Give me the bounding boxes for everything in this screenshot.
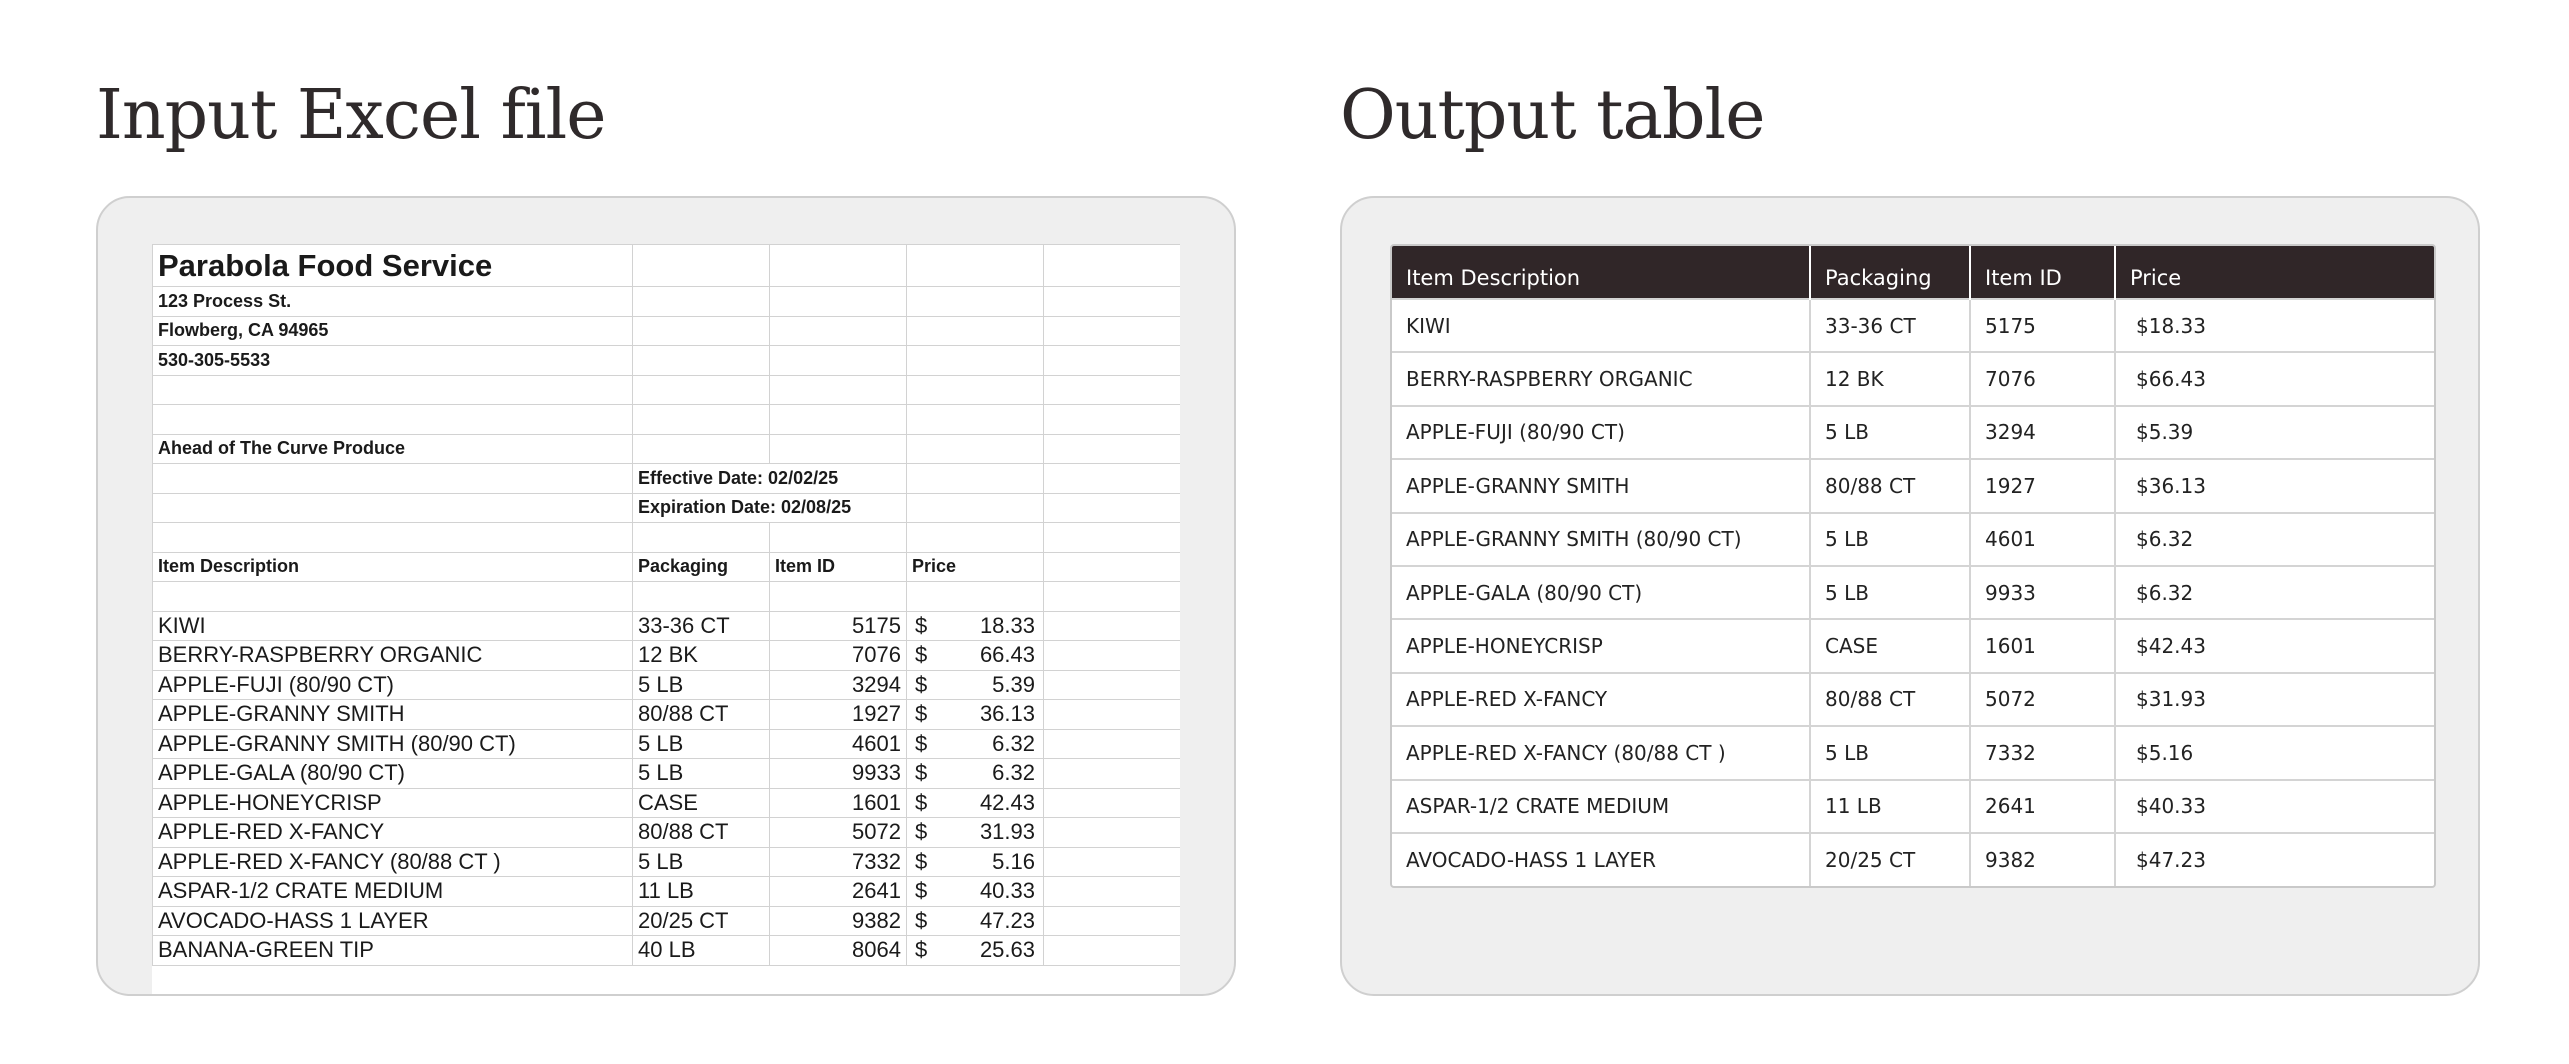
price-value: 66.43 — [979, 642, 1035, 668]
output-item-packaging[interactable]: 20/25 CT — [1810, 833, 1970, 886]
sheet-item-description[interactable]: ASPAR-1/2 CRATE MEDIUM — [153, 877, 633, 907]
price-value: 6.32 — [992, 730, 1035, 756]
output-item-packaging[interactable]: 12 BK — [1810, 352, 1970, 405]
sheet-cell[interactable] — [1044, 464, 1181, 494]
price-value: 5.16 — [992, 848, 1035, 874]
sheet-cell[interactable] — [1044, 375, 1181, 405]
sheet-item-packaging[interactable]: 40 LB — [633, 936, 770, 966]
sheet-item-price[interactable] — [907, 611, 1044, 641]
output-row — [1392, 352, 2434, 405]
currency-symbol: $ — [915, 848, 928, 874]
currency-symbol: $ — [915, 819, 928, 845]
sheet-cell[interactable] — [907, 523, 1044, 553]
price-value: 47.23 — [979, 907, 1035, 933]
sheet-item-id[interactable]: 5175 — [770, 611, 907, 641]
output-row — [1392, 566, 2434, 619]
sheet-item-description[interactable]: KIWI — [153, 611, 633, 641]
sheet-item-description[interactable]: APPLE-GRANNY SMITH — [153, 700, 633, 730]
sheet-cell[interactable] — [1044, 245, 1181, 287]
sheet-item-description[interactable]: APPLE-RED X-FANCY (80/88 CT ) — [153, 847, 633, 877]
company-name-cell[interactable]: Parabola Food Service — [153, 245, 633, 287]
output-row — [1392, 726, 2434, 779]
sheet-data-row — [153, 729, 1181, 759]
sheet-item-packaging[interactable]: 5 LB — [633, 759, 770, 789]
sheet-data-row — [153, 759, 1181, 789]
sheet-cell[interactable] — [633, 375, 770, 405]
output-item-price[interactable]: $47.23 — [2115, 833, 2434, 886]
sheet-item-price[interactable] — [907, 877, 1044, 907]
sheet-item-packaging[interactable]: 80/88 CT — [633, 700, 770, 730]
sheet-item-price[interactable] — [907, 847, 1044, 877]
sheet-row — [153, 434, 1181, 464]
sheet-data-row — [153, 847, 1181, 877]
sheet-item-description[interactable]: APPLE-HONEYCRISP — [153, 788, 633, 818]
price-value: 25.63 — [979, 937, 1035, 963]
input-section-title: Input Excel file — [96, 76, 606, 155]
output-item-id[interactable]: 9382 — [1970, 833, 2115, 886]
sheet-item-packaging[interactable]: 33-36 CT — [633, 611, 770, 641]
output-header-item-id[interactable]: Item ID — [1970, 246, 2115, 299]
output-item-id[interactable]: 2641 — [1970, 780, 2115, 833]
sheet-cell[interactable] — [153, 375, 633, 405]
output-item-id[interactable]: 7332 — [1970, 726, 2115, 779]
sheet-item-id[interactable]: 4601 — [770, 729, 907, 759]
price-value: 31.93 — [979, 819, 1035, 845]
sheet-item-price[interactable] — [907, 641, 1044, 671]
sheet-row — [153, 287, 1181, 317]
sheet-cell[interactable] — [1044, 316, 1181, 346]
output-item-description[interactable]: APPLE-RED X-FANCY (80/88 CT ) — [1392, 726, 1810, 779]
currency-symbol: $ — [915, 937, 928, 963]
output-item-id[interactable]: 7076 — [1970, 352, 2115, 405]
sheet-item-price[interactable] — [907, 729, 1044, 759]
sheet-cell[interactable] — [1044, 847, 1181, 877]
output-item-description[interactable]: KIWI — [1392, 299, 1810, 352]
sheet-row — [153, 245, 1181, 287]
sheet-item-price[interactable] — [907, 818, 1044, 848]
sheet-cell[interactable] — [770, 405, 907, 435]
sheet-item-description[interactable]: APPLE-GALA (80/90 CT) — [153, 759, 633, 789]
output-item-id[interactable]: 9933 — [1970, 566, 2115, 619]
sheet-cell[interactable] — [1044, 523, 1181, 553]
sheet-data-row — [153, 611, 1181, 641]
sheet-cell[interactable] — [1044, 611, 1181, 641]
sheet-item-description[interactable]: APPLE-RED X-FANCY — [153, 818, 633, 848]
sheet-row — [153, 316, 1181, 346]
sheet-item-description[interactable]: APPLE-FUJI (80/90 CT) — [153, 670, 633, 700]
sheet-item-description[interactable]: BANANA-GREEN TIP — [153, 936, 633, 966]
sheet-item-packaging[interactable]: 20/25 CT — [633, 906, 770, 936]
sheet-cell[interactable] — [907, 316, 1044, 346]
sheet-cell[interactable] — [1044, 700, 1181, 730]
input-excel-panel — [96, 196, 1236, 996]
output-item-packaging[interactable]: 11 LB — [1810, 780, 1970, 833]
sheet-item-packaging[interactable]: 12 BK — [633, 641, 770, 671]
spreadsheet-view[interactable] — [152, 244, 1180, 994]
sheet-item-id[interactable]: 3294 — [770, 670, 907, 700]
output-item-packaging[interactable]: CASE — [1810, 619, 1970, 672]
sheet-data-row — [153, 788, 1181, 818]
output-item-description[interactable]: AVOCADO-HASS 1 LAYER — [1392, 833, 1810, 886]
output-header-row — [1392, 246, 2434, 299]
currency-symbol: $ — [915, 907, 928, 933]
currency-symbol: $ — [915, 642, 928, 668]
output-item-id[interactable]: 1927 — [1970, 459, 2115, 512]
sheet-item-packaging[interactable]: 80/88 CT — [633, 818, 770, 848]
sheet-cell[interactable] — [633, 316, 770, 346]
output-item-packaging[interactable]: 80/88 CT — [1810, 673, 1970, 726]
output-item-id[interactable]: 5175 — [1970, 299, 2115, 352]
phone-cell[interactable]: 530-305-5533 — [153, 346, 633, 376]
sheet-item-packaging[interactable]: CASE — [633, 788, 770, 818]
price-value: 36.13 — [979, 701, 1035, 727]
sheet-header-row — [153, 552, 1181, 582]
output-item-packaging[interactable]: 5 LB — [1810, 566, 1970, 619]
currency-symbol: $ — [915, 789, 928, 815]
sheet-cell[interactable] — [907, 375, 1044, 405]
sheet-cell[interactable] — [1044, 641, 1181, 671]
sheet-row — [153, 375, 1181, 405]
sheet-item-packaging[interactable]: 5 LB — [633, 670, 770, 700]
sheet-cell[interactable] — [770, 582, 907, 612]
price-value: 42.43 — [979, 789, 1035, 815]
sheet-cell[interactable] — [907, 346, 1044, 376]
address-line2-cell[interactable]: Flowberg, CA 94965 — [153, 316, 633, 346]
sheet-header-description[interactable]: Item Description — [153, 552, 633, 582]
output-item-price[interactable]: $6.32 — [2115, 513, 2434, 566]
sheet-item-price[interactable] — [907, 906, 1044, 936]
sheet-cell[interactable] — [153, 493, 633, 523]
output-item-price[interactable]: $36.13 — [2115, 459, 2434, 512]
sheet-cell[interactable] — [1044, 287, 1181, 317]
address-line1-cell[interactable]: 123 Process St. — [153, 287, 633, 317]
output-item-packaging[interactable]: 5 LB — [1810, 406, 1970, 459]
sheet-item-price[interactable] — [907, 759, 1044, 789]
sheet-cell[interactable] — [907, 434, 1044, 464]
sheet-item-id[interactable]: 8064 — [770, 936, 907, 966]
output-item-id[interactable]: 4601 — [1970, 513, 2115, 566]
currency-symbol: $ — [915, 701, 928, 727]
output-table-panel — [1340, 196, 2480, 996]
sheet-item-price[interactable] — [907, 936, 1044, 966]
currency-symbol: $ — [915, 760, 928, 786]
sheet-item-id[interactable]: 1601 — [770, 788, 907, 818]
sheet-item-id[interactable]: 2641 — [770, 877, 907, 907]
sheet-cell[interactable] — [1044, 493, 1181, 523]
sheet-cell[interactable] — [907, 287, 1044, 317]
sheet-cell[interactable] — [1044, 670, 1181, 700]
sheet-cell[interactable] — [633, 582, 770, 612]
sheet-cell[interactable] — [1044, 759, 1181, 789]
price-value: 6.32 — [992, 760, 1035, 786]
sheet-item-id[interactable]: 1927 — [770, 700, 907, 730]
sheet-cell[interactable] — [770, 434, 907, 464]
sheet-cell[interactable] — [153, 464, 633, 494]
output-item-description[interactable]: APPLE-GRANNY SMITH — [1392, 459, 1810, 512]
sheet-header-item-id[interactable]: Item ID — [770, 552, 907, 582]
output-header-price[interactable]: Price — [2115, 246, 2434, 299]
output-row — [1392, 673, 2434, 726]
sheet-item-id[interactable]: 9382 — [770, 906, 907, 936]
output-item-packaging[interactable]: 33-36 CT — [1810, 299, 1970, 352]
price-value: 5.39 — [992, 671, 1035, 697]
output-row — [1392, 459, 2434, 512]
sheet-item-id[interactable]: 9933 — [770, 759, 907, 789]
sheet-cell[interactable] — [1044, 346, 1181, 376]
output-item-description[interactable]: APPLE-GRANNY SMITH (80/90 CT) — [1392, 513, 1810, 566]
sheet-item-description[interactable]: AVOCADO-HASS 1 LAYER — [153, 906, 633, 936]
sheet-cell[interactable] — [770, 523, 907, 553]
sheet-item-id[interactable]: 7332 — [770, 847, 907, 877]
sheet-item-packaging[interactable]: 5 LB — [633, 847, 770, 877]
output-item-id[interactable]: 3294 — [1970, 406, 2115, 459]
sheet-cell[interactable] — [153, 405, 633, 435]
sheet-cell[interactable] — [907, 493, 1044, 523]
sheet-cell[interactable] — [770, 316, 907, 346]
sheet-data-row — [153, 641, 1181, 671]
output-row — [1392, 780, 2434, 833]
price-value: 40.33 — [979, 878, 1035, 904]
sheet-item-description[interactable]: BERRY-RASPBERRY ORGANIC — [153, 641, 633, 671]
sheet-header-price[interactable]: Price — [907, 552, 1044, 582]
sheet-cell[interactable] — [770, 287, 907, 317]
sheet-row — [153, 493, 1181, 523]
sheet-header-packaging[interactable]: Packaging — [633, 552, 770, 582]
output-item-price[interactable]: $42.43 — [2115, 619, 2434, 672]
output-row — [1392, 833, 2434, 886]
sheet-item-price[interactable] — [907, 670, 1044, 700]
sheet-data-row — [153, 818, 1181, 848]
sheet-row — [153, 346, 1181, 376]
sheet-cell[interactable] — [633, 346, 770, 376]
output-table — [1392, 246, 2434, 886]
currency-symbol: $ — [915, 612, 928, 638]
sheet-cell[interactable] — [1044, 405, 1181, 435]
currency-symbol: $ — [915, 730, 928, 756]
sheet-cell[interactable] — [153, 582, 633, 612]
vendor-cell[interactable]: Ahead of The Curve Produce — [153, 434, 633, 464]
output-row — [1392, 299, 2434, 352]
sheet-cell[interactable] — [633, 245, 770, 287]
sheet-cell[interactable] — [633, 523, 770, 553]
output-item-description[interactable]: ASPAR-1/2 CRATE MEDIUM — [1392, 780, 1810, 833]
sheet-item-price[interactable] — [907, 700, 1044, 730]
output-item-packaging[interactable]: 5 LB — [1810, 726, 1970, 779]
output-item-description[interactable]: APPLE-HONEYCRISP — [1392, 619, 1810, 672]
sheet-row — [153, 464, 1181, 494]
output-item-description[interactable]: BERRY-RASPBERRY ORGANIC — [1392, 352, 1810, 405]
output-item-id[interactable]: 5072 — [1970, 673, 2115, 726]
sheet-cell[interactable] — [770, 375, 907, 405]
sheet-cell[interactable] — [633, 405, 770, 435]
output-item-description[interactable]: APPLE-GALA (80/90 CT) — [1392, 566, 1810, 619]
sheet-cell[interactable] — [1044, 818, 1181, 848]
output-table-container — [1390, 244, 2436, 888]
sheet-cell[interactable] — [1044, 788, 1181, 818]
output-section-title: Output table — [1340, 76, 1765, 155]
output-item-price[interactable]: $6.32 — [2115, 566, 2434, 619]
sheet-item-packaging[interactable]: 11 LB — [633, 877, 770, 907]
effective-date-cell[interactable]: Effective Date: 02/02/25 — [633, 464, 907, 494]
sheet-row — [153, 582, 1181, 612]
output-header-packaging[interactable]: Packaging — [1810, 246, 1970, 299]
sheet-cell[interactable] — [633, 287, 770, 317]
output-item-packaging[interactable]: 5 LB — [1810, 513, 1970, 566]
output-item-id[interactable]: 1601 — [1970, 619, 2115, 672]
sheet-cell[interactable] — [153, 523, 633, 553]
output-row — [1392, 619, 2434, 672]
sheet-cell[interactable] — [1044, 729, 1181, 759]
sheet-row — [153, 405, 1181, 435]
sheet-cell[interactable] — [1044, 936, 1181, 966]
sheet-data-row — [153, 877, 1181, 907]
output-item-price[interactable]: $18.33 — [2115, 299, 2434, 352]
sheet-data-row — [153, 906, 1181, 936]
sheet-data-row — [153, 700, 1181, 730]
output-item-description[interactable]: APPLE-RED X-FANCY — [1392, 673, 1810, 726]
sheet-item-id[interactable]: 7076 — [770, 641, 907, 671]
sheet-row — [153, 523, 1181, 553]
sheet-cell[interactable] — [1044, 582, 1181, 612]
output-row — [1392, 513, 2434, 566]
output-item-price[interactable]: $31.93 — [2115, 673, 2434, 726]
sheet-cell[interactable] — [1044, 552, 1181, 582]
sheet-cell[interactable] — [907, 245, 1044, 287]
sheet-cell[interactable] — [907, 582, 1044, 612]
currency-symbol: $ — [915, 878, 928, 904]
price-value: 18.33 — [979, 612, 1035, 638]
spreadsheet-grid — [152, 244, 1180, 966]
output-header-description[interactable]: Item Description — [1392, 246, 1810, 299]
output-item-price[interactable]: $40.33 — [2115, 780, 2434, 833]
sheet-cell[interactable] — [907, 464, 1044, 494]
sheet-item-description[interactable]: APPLE-GRANNY SMITH (80/90 CT) — [153, 729, 633, 759]
sheet-data-row — [153, 936, 1181, 966]
sheet-cell[interactable] — [770, 346, 907, 376]
output-row — [1392, 406, 2434, 459]
sheet-item-id[interactable]: 5072 — [770, 818, 907, 848]
sheet-data-row — [153, 670, 1181, 700]
sheet-cell[interactable] — [1044, 906, 1181, 936]
currency-symbol: $ — [915, 671, 928, 697]
sheet-item-price[interactable] — [907, 788, 1044, 818]
sheet-cell[interactable] — [1044, 434, 1181, 464]
output-item-description[interactable]: APPLE-FUJI (80/90 CT) — [1392, 406, 1810, 459]
sheet-item-packaging[interactable]: 5 LB — [633, 729, 770, 759]
output-item-packaging[interactable]: 80/88 CT — [1810, 459, 1970, 512]
expiration-date-cell[interactable]: Expiration Date: 02/08/25 — [633, 493, 907, 523]
sheet-cell[interactable] — [1044, 877, 1181, 907]
sheet-cell[interactable] — [907, 405, 1044, 435]
output-item-price[interactable]: $66.43 — [2115, 352, 2434, 405]
sheet-cell[interactable] — [633, 434, 770, 464]
sheet-cell[interactable] — [770, 245, 907, 287]
output-item-price[interactable]: $5.16 — [2115, 726, 2434, 779]
output-item-price[interactable]: $5.39 — [2115, 406, 2434, 459]
